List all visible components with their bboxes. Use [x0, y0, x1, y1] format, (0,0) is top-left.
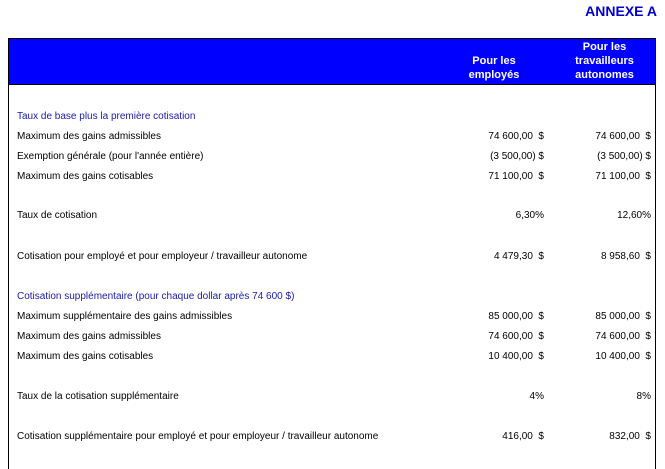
- row-label: Cotisation supplémentaire pour employé et pour employeur / travailleur autonome: [17, 431, 379, 442]
- section-heading: Cotisation supplémentaire (pour chaque dollar après 74 600 $): [17, 291, 295, 302]
- value-self-employed: 8%: [636, 391, 651, 402]
- table-row: [9, 350, 655, 364]
- row-label: Maximum des gains cotisables: [17, 171, 154, 182]
- value-self-employed: 8 958,60 $: [600, 251, 651, 262]
- row-label: Exemption générale (pour l'année entière): [17, 151, 204, 162]
- value-employees: 10 400,00 $: [488, 351, 544, 362]
- table-row: [9, 290, 655, 304]
- value-employees: 416,00 $: [502, 431, 544, 442]
- table-row: [9, 250, 655, 264]
- contribution-table: [8, 38, 656, 469]
- row-label: Maximum supplémentaire des gains admissibles: [17, 311, 233, 322]
- annex-title: ANNEXE A: [585, 3, 657, 19]
- value-employees: 74 600,00 $: [488, 331, 544, 342]
- table-row: [9, 150, 655, 164]
- value-self-employed: 10 400,00 $: [595, 351, 651, 362]
- table-row: [9, 130, 655, 144]
- table-header: [9, 38, 655, 85]
- value-employees: 4 479,30 $: [493, 251, 544, 262]
- value-self-employed: 12,60%: [617, 210, 651, 221]
- table-row: [9, 110, 655, 124]
- value-self-employed: 74 600,00 $: [595, 131, 651, 142]
- row-label: Maximum des gains admissibles: [17, 131, 161, 142]
- table-row: [9, 390, 655, 404]
- value-self-employed: 85 000,00 $: [595, 311, 651, 322]
- row-label: Taux de la cotisation supplémentaire: [17, 391, 179, 402]
- row-label: Maximum des gains admissibles: [17, 331, 161, 342]
- value-self-employed: 74 600,00 $: [595, 331, 651, 342]
- value-employees: 4%: [529, 391, 544, 402]
- table-row: [9, 310, 655, 324]
- value-employees: 6,30%: [515, 210, 544, 221]
- section-heading: Taux de base plus la première cotisation: [17, 111, 196, 122]
- value-employees: 74 600,00 $: [488, 131, 544, 142]
- table-row: [9, 170, 655, 184]
- value-employees: 71 100,00 $: [488, 171, 544, 182]
- table-row: [9, 330, 655, 344]
- value-self-employed: (3 500,00) $: [597, 151, 651, 162]
- row-label: Maximum des gains cotisables: [17, 351, 154, 362]
- header-self-employed: Pour les travailleurs autonomes: [575, 41, 634, 81]
- value-self-employed: 832,00 $: [609, 431, 651, 442]
- table-row: [9, 209, 655, 223]
- header-employees: Pour les employés: [468, 55, 520, 81]
- value-self-employed: 71 100,00 $: [595, 171, 651, 182]
- table-row: [9, 430, 655, 444]
- value-employees: 85 000,00 $: [488, 311, 544, 322]
- row-label: Cotisation pour employé et pour employeur / travailleur autonome: [17, 251, 308, 262]
- value-employees: (3 500,00) $: [490, 151, 544, 162]
- row-label: Taux de cotisation: [17, 210, 98, 221]
